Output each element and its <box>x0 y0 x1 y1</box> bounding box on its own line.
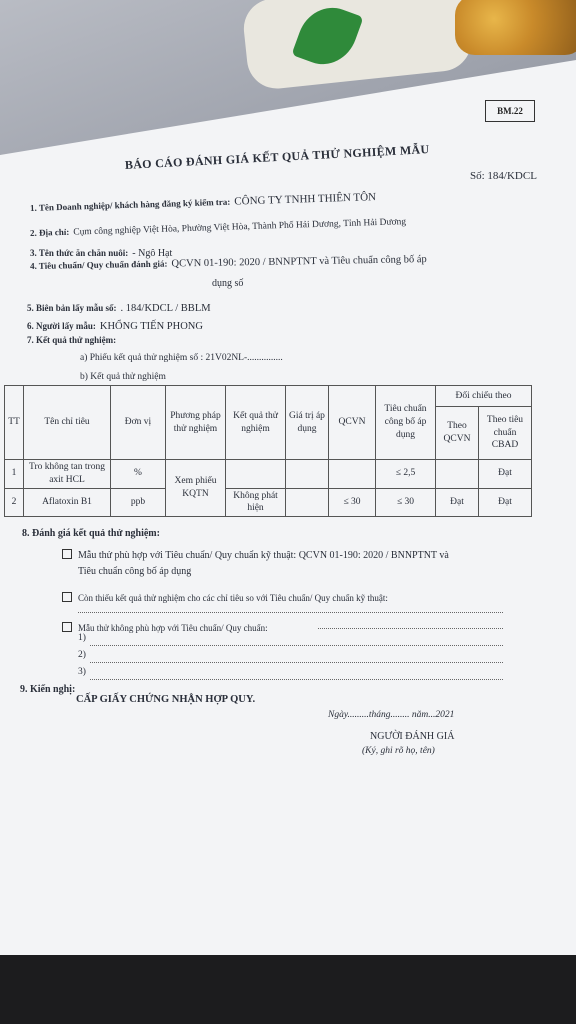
row2-name: Aflatoxin B1 <box>24 488 111 517</box>
field-feed-label: 3. Tên thức ăn chăn nuôi: <box>30 248 129 258</box>
row1-result <box>226 460 286 489</box>
row1-by-cbad: Đạt <box>479 460 532 489</box>
eval-option-3 <box>62 618 268 636</box>
row2-tt: 2 <box>5 488 24 517</box>
row1-by-qcvn <box>436 460 479 489</box>
row1-standard: ≤ 2,5 <box>376 460 436 489</box>
checkbox-icon <box>62 622 72 632</box>
eval-title: 8. Đánh giá kết quả thử nghiệm: <box>22 528 160 539</box>
background-slat <box>505 955 576 1024</box>
sign-date: Ngày.........tháng........ năm...2021 <box>328 710 455 720</box>
field-address-label: 2. Địa chỉ: <box>29 226 70 238</box>
header-by-qcvn: Theo QCVN <box>436 407 479 460</box>
dotted-line <box>90 662 503 663</box>
document-title: BÁO CÁO ĐÁNH GIÁ KẾT QUẢ THỬ NGHIỆM MẪU <box>124 142 430 172</box>
header-limit: Giá trị áp dụng <box>286 386 329 460</box>
document-number: Số: 184/KDCL <box>470 170 537 182</box>
row2-by-qcvn: Đạt <box>436 488 479 517</box>
row2-by-cbad: Đạt <box>479 488 532 517</box>
field-standard-label: 4. Tiêu chuẩn/ Quy chuẩn đánh giá: <box>29 258 168 271</box>
dotted-line <box>78 612 503 613</box>
row1-qcvn <box>329 460 376 489</box>
header-standard: Tiêu chuẩn công bố áp dụng <box>376 386 436 460</box>
eval-option-1 <box>62 545 449 563</box>
table-header-row <box>5 386 532 407</box>
field-company-value: CÔNG TY TNHH THIÊN TÔN <box>234 191 377 208</box>
header-by-cbad: Theo tiêu chuẩn CBAD <box>479 407 532 460</box>
eval-line-1: 1) <box>78 633 86 643</box>
eval-line-2: 2) <box>78 650 86 660</box>
field-sampler-label: 6. Người lấy mẫu: <box>27 321 96 331</box>
field-standard-value-cont: dụng số <box>212 278 244 289</box>
field-results-a: a) Phiếu kết quả thử nghiệm số : 21V02NL-............... <box>80 353 283 363</box>
eval-option-3-text: Mẫu thử không phù hợp với Tiêu chuẩn/ Quy chuẩn: <box>78 623 268 633</box>
corn-image <box>455 0 576 55</box>
table-row <box>5 460 532 489</box>
row2-result: Không phát hiện <box>226 488 286 517</box>
field-report-label: 5. Biên bản lấy mẫu số: <box>27 303 117 313</box>
field-report-value: . 184/KDCL / BBLM <box>120 303 211 314</box>
row2-standard: ≤ 30 <box>376 488 436 517</box>
row1-tt: 1 <box>5 460 24 489</box>
results-table <box>4 385 532 517</box>
row2-qcvn: ≤ 30 <box>329 488 376 517</box>
sign-note: (Ký, ghi rõ họ, tên) <box>362 746 435 756</box>
dotted-line <box>318 628 503 629</box>
row2-limit <box>286 488 329 517</box>
header-tt: TT <box>5 386 24 460</box>
header-name: Tên chỉ tiêu <box>24 386 111 460</box>
sign-role: NGƯỜI ĐÁNH GIÁ <box>370 731 455 742</box>
header-qcvn: QCVN <box>329 386 376 460</box>
header-unit: Đơn vị <box>111 386 166 460</box>
header-compare: Đối chiếu theo <box>436 386 532 407</box>
field-standard-value: QCVN 01-190: 2020 / BNNPTNT và Tiêu chuẩn công bố áp <box>171 254 427 270</box>
eval-option-2 <box>62 588 388 606</box>
field-report-number <box>27 298 211 316</box>
form-code-box: BM.22 <box>485 100 535 122</box>
header-result: Kết quả thử nghiệm <box>226 386 286 460</box>
field-company-label: 1. Tên Doanh nghiệp/ khách hàng đăng ký kiểm tra: <box>29 196 231 213</box>
field-sampler <box>27 316 203 334</box>
table-row <box>5 488 532 517</box>
row1-limit <box>286 460 329 489</box>
header-method: Phương pháp thử nghiệm <box>166 386 226 460</box>
row1-unit: % <box>111 460 166 489</box>
dotted-line <box>90 679 503 680</box>
checkbox-icon <box>62 592 72 602</box>
field-sampler-value: KHỔNG TIẾN PHONG <box>99 321 203 332</box>
recommend-title: 9. Kiến nghị: <box>20 684 76 695</box>
eval-option-1-text: Mẫu thử phù hợp với Tiêu chuẩn/ Quy chuẩn kỹ thuật: QCVN 01-190: 2020 / BNNPTNT và <box>78 550 449 561</box>
field-address-value: Cụm công nghiệp Việt Hòa, Phường Việt Hòa, Thành Phố Hải Dương, Tỉnh Hải Dương <box>73 217 407 238</box>
field-results-label: 7. Kết quả thử nghiệm: <box>27 335 117 345</box>
eval-option-2-text: Còn thiếu kết quả thử nghiệm cho các chỉ tiêu so với Tiêu chuẩn/ Quy chuẩn kỹ thuật: <box>78 593 388 603</box>
dotted-line <box>90 645 503 646</box>
field-feed-value: - Ngô Hạt <box>132 248 173 259</box>
row2-unit: ppb <box>111 488 166 517</box>
recommend-value: CẤP GIẤY CHỨNG NHẬN HỢP QUY. <box>76 694 256 705</box>
eval-line-3: 3) <box>78 667 86 677</box>
method-shared: Xem phiếu KQTN <box>166 460 226 517</box>
field-results-b: b) Kết quả thử nghiệm <box>80 372 166 382</box>
checkbox-icon <box>62 549 72 559</box>
eval-option-1-cont: Tiêu chuẩn công bố áp dụng <box>78 566 192 577</box>
row1-name: Tro không tan trong axit HCL <box>24 460 111 489</box>
